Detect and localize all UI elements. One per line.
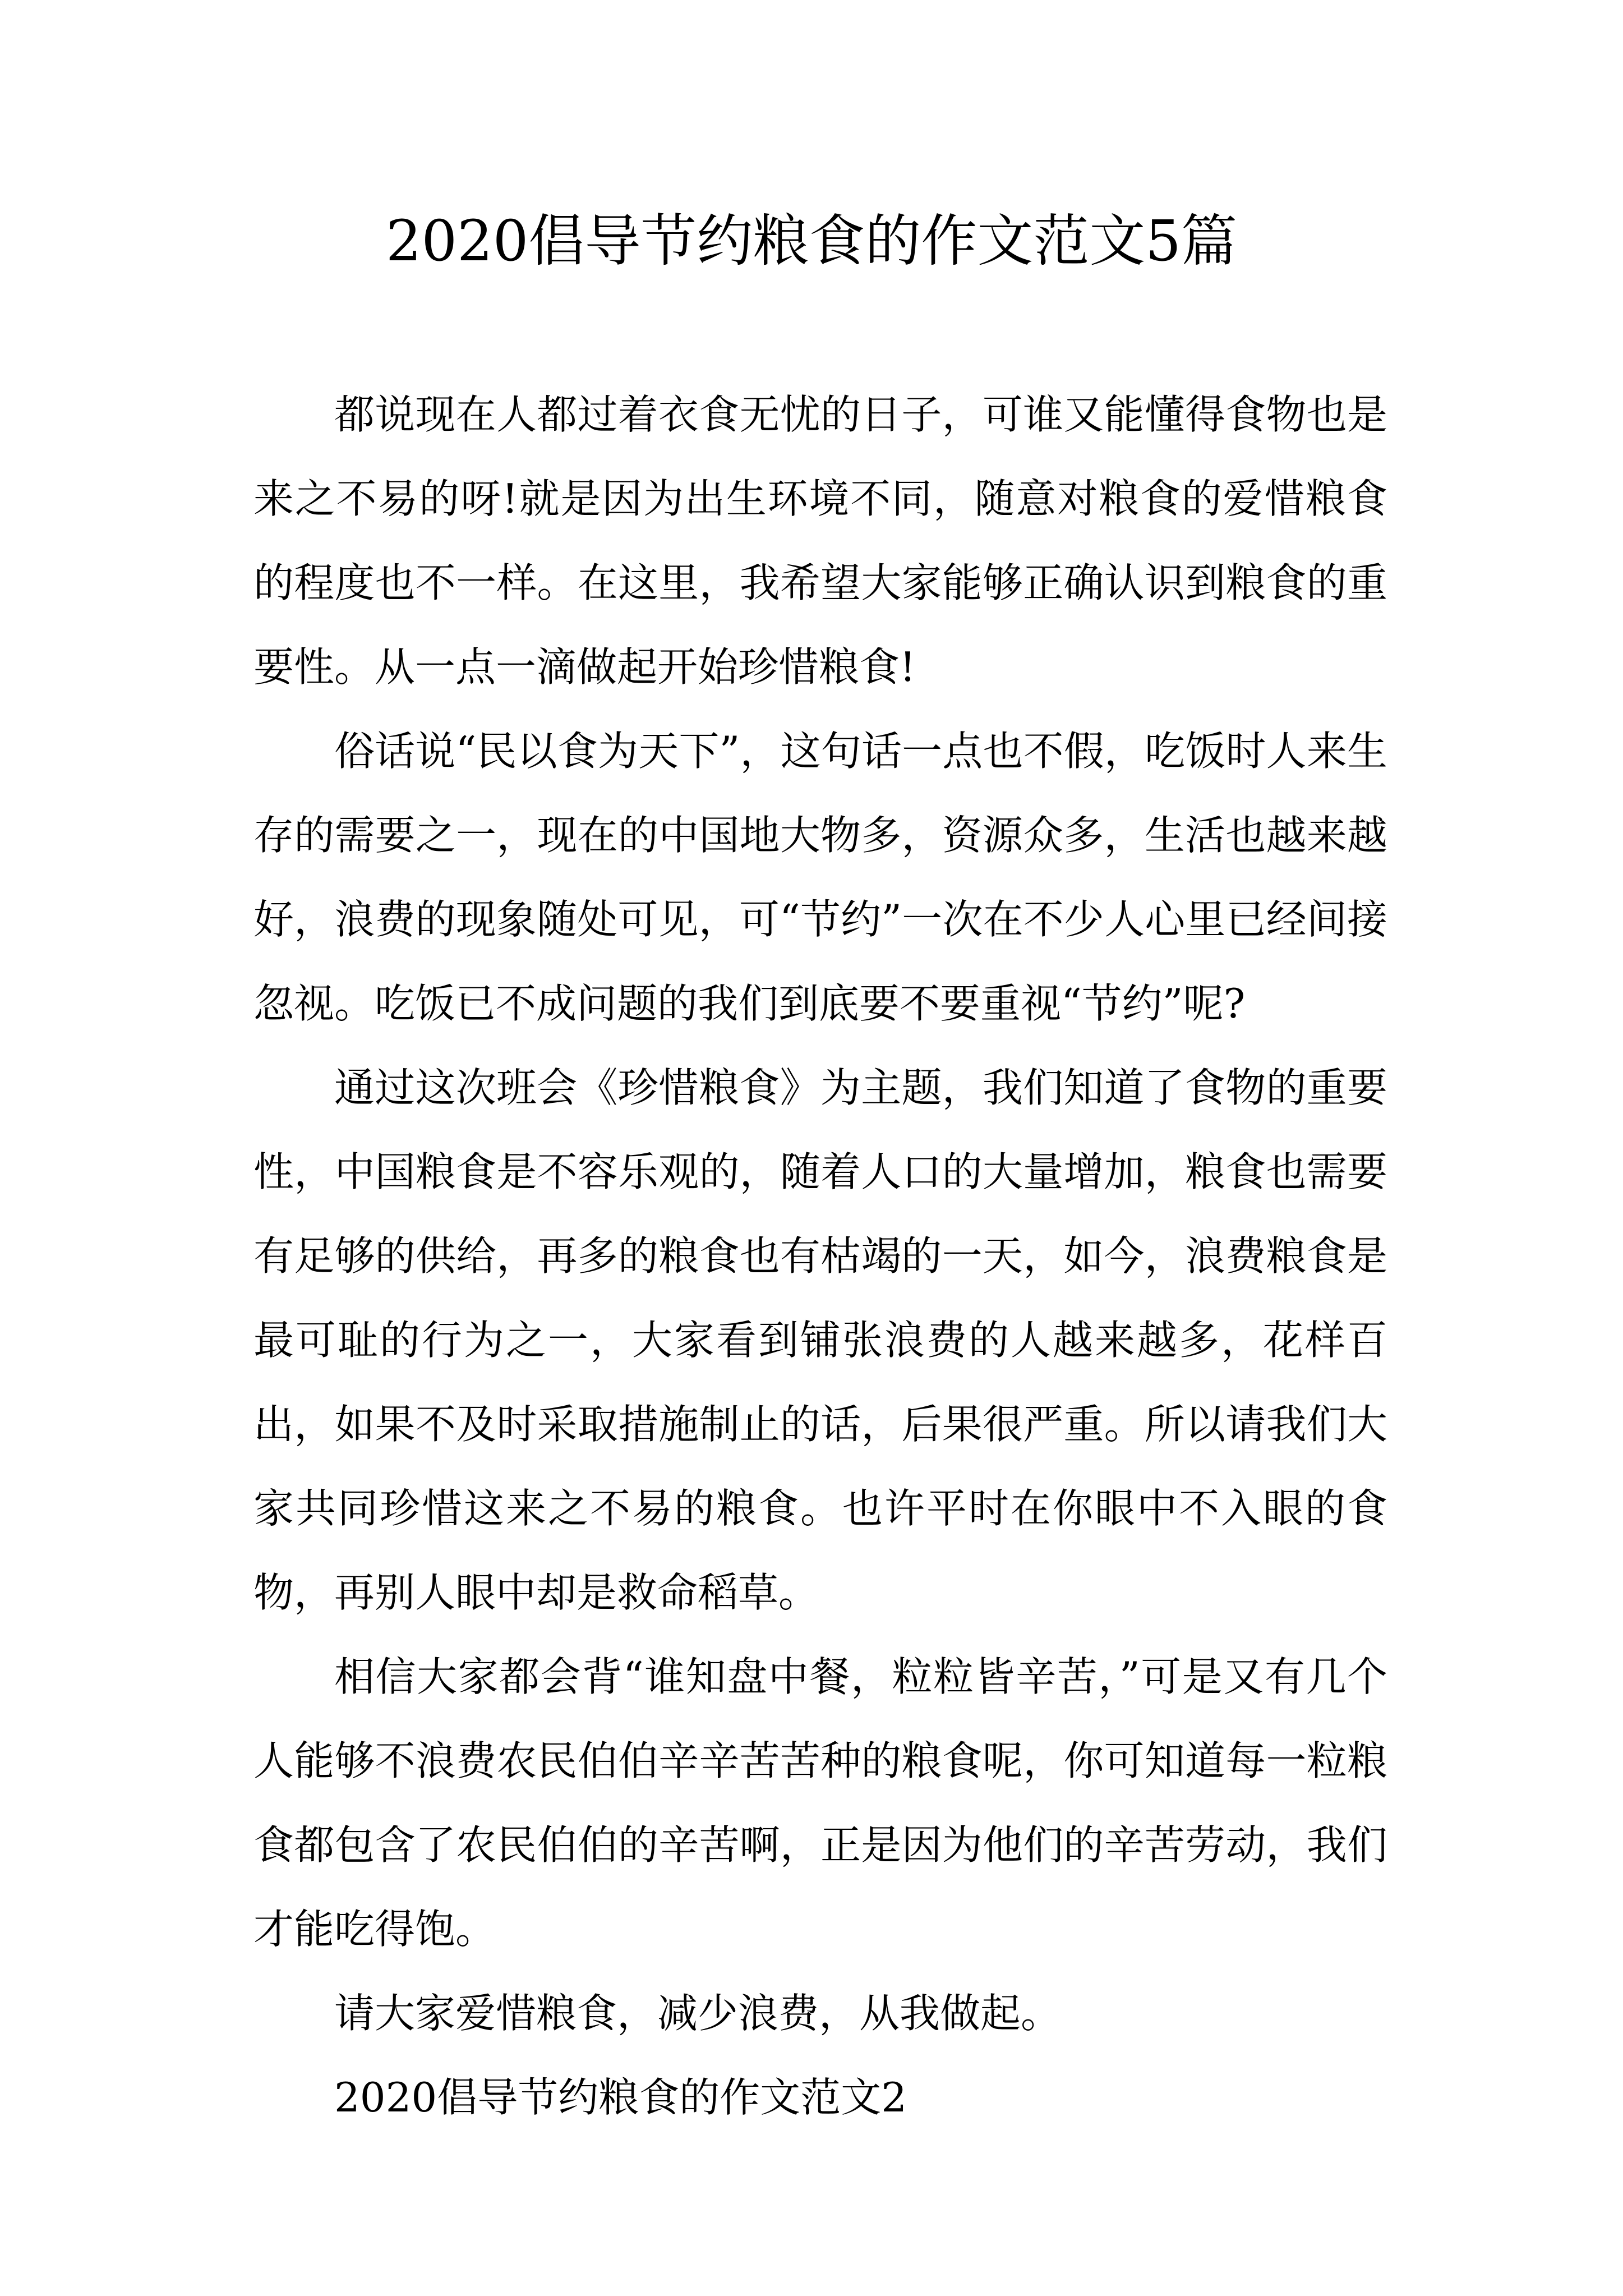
- document-title: 2020倡导节约粮食的作文范文5篇: [385, 208, 1238, 274]
- document-body: [253, 372, 1387, 2139]
- section-heading-2: 2020倡导节约粮食的作文范文2: [334, 2074, 907, 2121]
- paragraph-4: 相信大家都会背“谁知盘中餐，粒粒皆辛苦，”可是又有几个人能够不浪费农民伯伯辛辛苦苦种的粮食呢，你可知道每一粒粮食都包含了农民伯伯的辛苦啊，正是因为他们的辛苦劳动，我们才能吃得饱。: [253, 1653, 1387, 1953]
- paragraph-3: 通过这次班会《珍惜粮食》为主题，我们知道了食物的重要性，中国粮食是不容乐观的，随着人口的大量增加，粮食也需要有足够的供给，再多的粮食也有枯竭的一天，如今，浪费粮食是最可耻的行为之一，大家看到铺张浪费的人越来越多，花样百出，如果不及时采取措施制止的话，后果很严重。所以请我们大家共同珍惜这来之不易的粮食。也许平时在你眼中不入眼的食物，再别人眼中却是救命稻草。: [253, 1064, 1387, 1616]
- paragraph-1: 都说现在人都过着衣食无忧的日子，可谁又能懂得食物也是来之不易的呀!就是因为出生环境不同，随意对粮食的爱惜粮食的程度也不一样。在这里，我希望大家能够正确认识到粮食的重要性。从一点一滴做起开始珍惜粮食!: [253, 391, 1387, 691]
- paragraph-2: 俗话说“民以食为天下”，这句话一点也不假，吃饭时人来生存的需要之一，现在的中国地大物多，资源众多，生活也越来越好，浪费的现象随处可见，可“节约”一次在不少人心里已经间接忽视。吃饭已不成问题的我们到底要不要重视“节约”呢?: [253, 728, 1387, 1027]
- paragraph-5: 请大家爱惜粮食，减少浪费，从我做起。: [334, 1990, 1062, 2037]
